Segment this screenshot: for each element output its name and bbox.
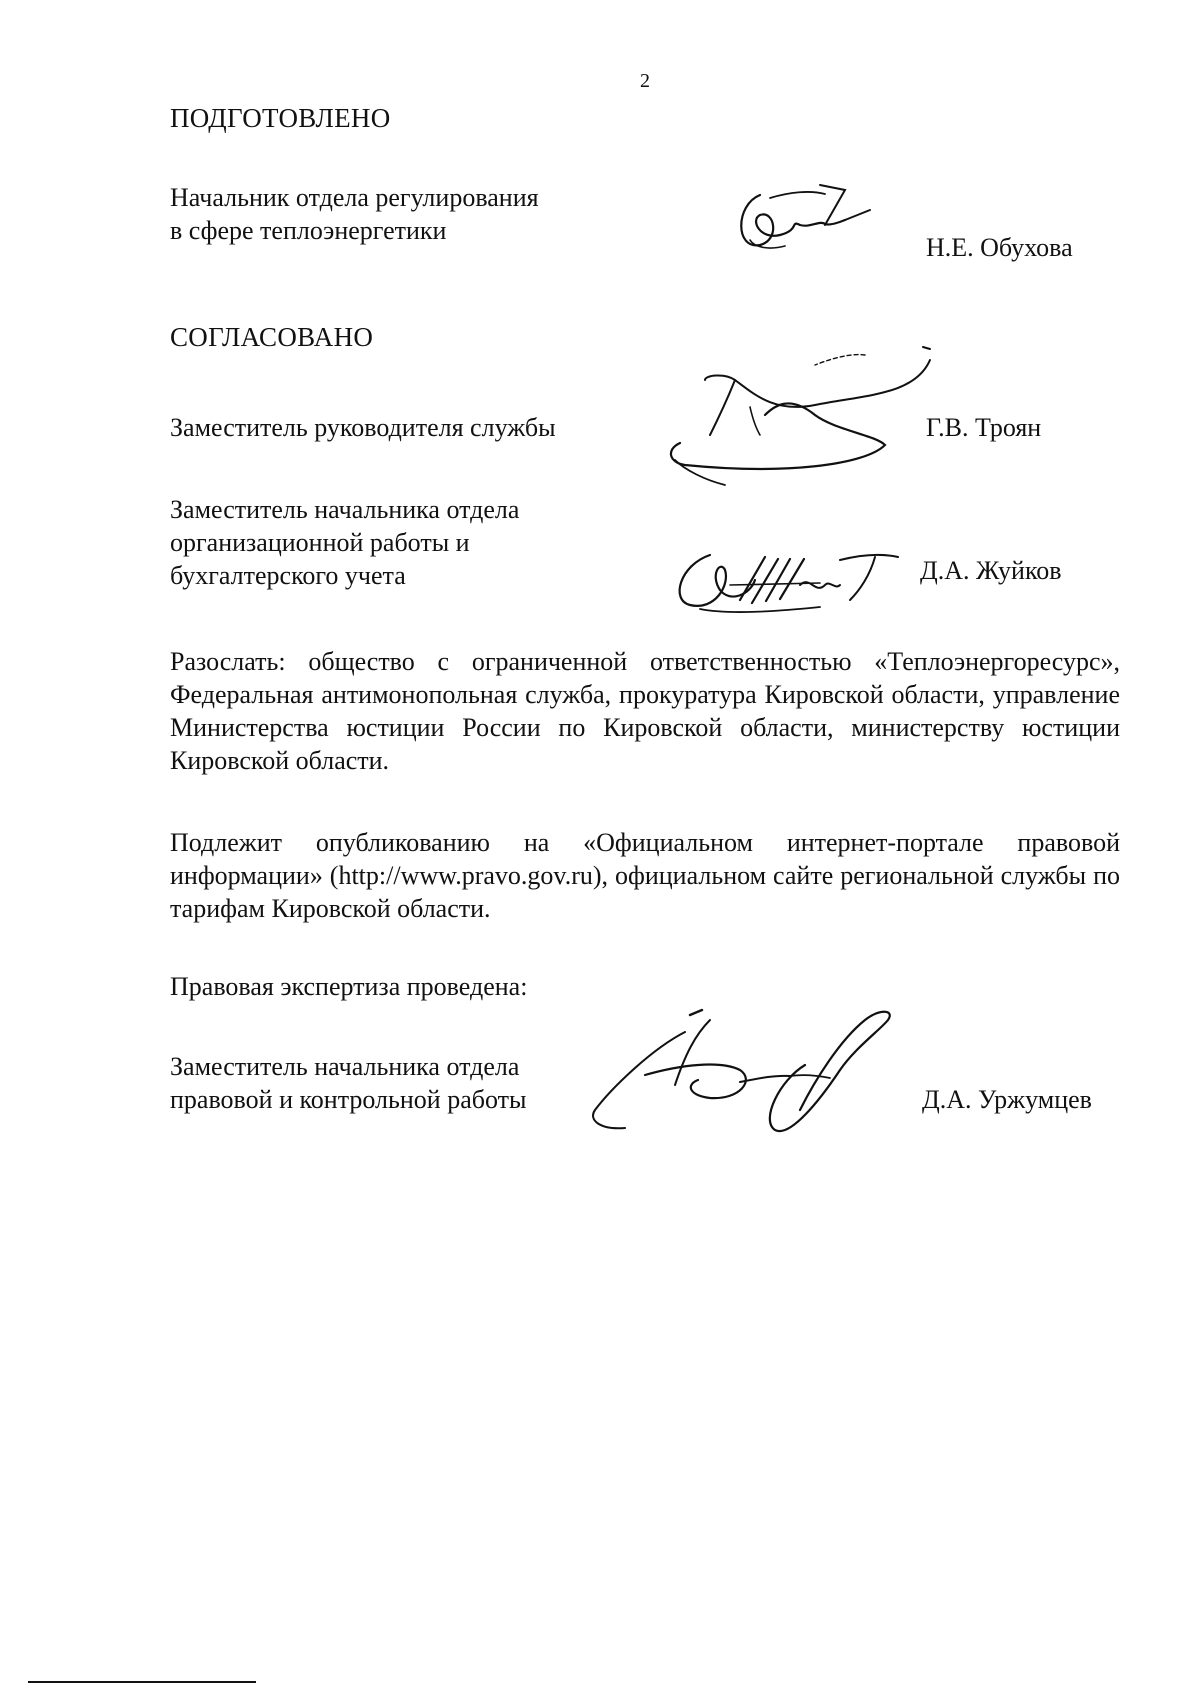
signature-zhuykov-icon — [670, 545, 910, 625]
signature-urzhumtsev-icon — [590, 1010, 900, 1140]
legal-review-signer-name: Д.А. Уржумцев — [922, 1085, 1092, 1114]
publication-text: Подлежит опубликованию на «Официальном интернет-портале правовой информации» (http://www.pravo.gov.ru), официальном сайте региональной службы по тарифам Кировской области. — [170, 828, 1120, 923]
publication-paragraph — [170, 826, 1120, 925]
distribution-paragraph — [170, 645, 1120, 777]
agreed-signer-2-name: Д.А. Жуйков — [920, 556, 1062, 585]
distribution-label: Разослать: — [170, 647, 286, 676]
legal-review-signer-title — [170, 1050, 526, 1116]
agreed-signer-1-name: Г.В. Троян — [926, 413, 1042, 442]
signature-obukhova-icon — [730, 180, 890, 260]
legal-review-title-line-2: правовой и контрольной работы — [170, 1085, 527, 1114]
agreed-signer-2-title — [170, 493, 519, 592]
agreed-signer-1-title — [170, 411, 556, 444]
agreed-signer-2-title-line-1: Заместитель начальника отдела — [170, 495, 520, 524]
agreed-heading: СОГЛАСОВАНО — [170, 322, 374, 352]
footer-rule — [28, 1681, 256, 1683]
signature-troyan-icon — [665, 335, 935, 495]
legal-review-title-line-1: Заместитель начальника отдела — [170, 1052, 520, 1081]
prepared-heading: ПОДГОТОВЛЕНО — [170, 103, 391, 133]
agreed-signer-2-title-line-2: организационной работы и — [170, 528, 470, 557]
agreed-signer-2-title-line-3: бухгалтерского учета — [170, 561, 406, 590]
agreed-signer-1-title-line-1: Заместитель руководителя службы — [170, 413, 556, 442]
distribution-text: общество с ограниченной ответственностью «Теплоэнергоресурс», Федеральная антимонопольная служба, прокуратура Кировской области, управление Министерства юстиции России по Кировской области, министерству юстиции Кировской области. — [170, 647, 1120, 775]
prepared-signer-title — [170, 181, 539, 247]
prepared-title-line-1: Начальник отдела регулирования — [170, 183, 539, 212]
prepared-title-line-2: в сфере теплоэнергетики — [170, 216, 447, 245]
legal-review-heading: Правовая экспертиза проведена: — [170, 972, 528, 1001]
page-number: 2 — [640, 70, 650, 92]
prepared-signer-name: Н.Е. Обухова — [926, 233, 1073, 262]
